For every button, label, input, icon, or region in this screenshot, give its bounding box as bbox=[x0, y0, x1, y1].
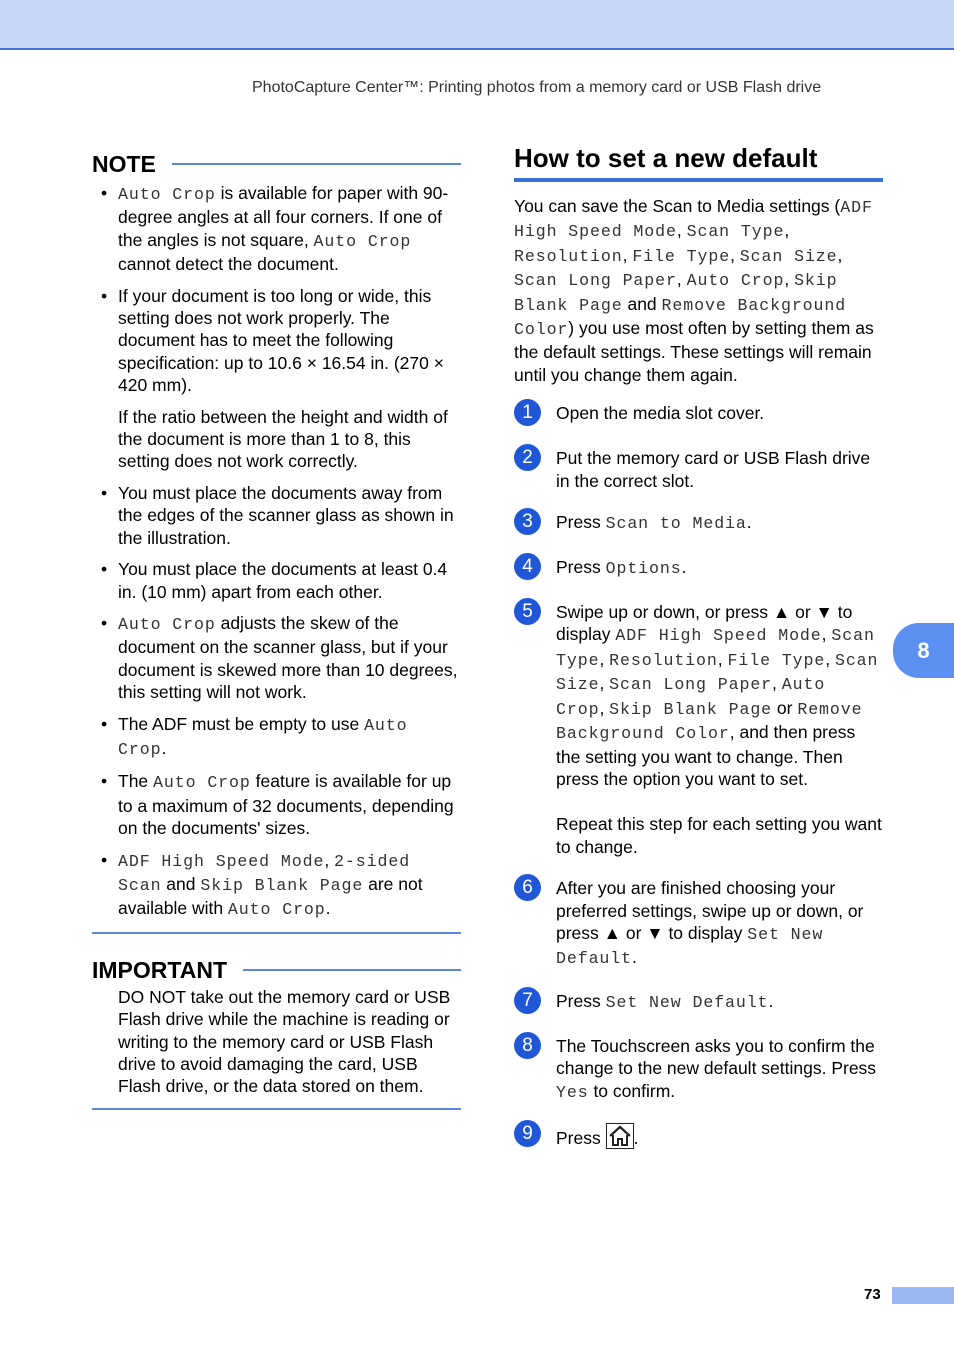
home-icon bbox=[606, 1123, 634, 1149]
step-item: 3 Press Scan to Media. bbox=[514, 511, 883, 537]
step-number: 3 bbox=[514, 508, 541, 535]
right-column bbox=[514, 142, 883, 1168]
note-heading-row bbox=[92, 150, 461, 178]
note-item: • The ADF must be empty to use Auto Crop. bbox=[101, 713, 408, 759]
note-item: • Auto Crop is available for paper with 90-degree angles at all four corners. If one of the angles is not square, Auto Crop cannot detect the document. bbox=[101, 183, 449, 275]
step-item: 8 The Touchscreen asks you to confirm the change to the new default settings. Press Yes to confirm. bbox=[514, 1035, 883, 1104]
step-number: 6 bbox=[514, 874, 541, 901]
bullet: • bbox=[101, 713, 108, 734]
bullet: • bbox=[101, 482, 108, 503]
important-heading: IMPORTANT bbox=[92, 956, 228, 983]
left-column bbox=[92, 150, 461, 1110]
bullet: • bbox=[101, 559, 108, 580]
bullet: • bbox=[101, 612, 108, 633]
section-title: How to set a new default bbox=[514, 142, 883, 182]
intro-paragraph: You can save the Scan to Media settings (ADF High Speed Mode, Scan Type, Resolution, File Type, Scan Size, Scan Long Paper, Auto Crop, Skip Blank Page and Remove Background Color) you use most often by setting them as the default settings. These settings will remain until you change them again. bbox=[514, 196, 874, 385]
step-item: 9 Press . bbox=[514, 1123, 883, 1149]
bullet: • bbox=[101, 183, 108, 203]
step-item: 5 Swipe up or down, or press ▲ or ▼ to display ADF High Speed Mode, Scan Type, Resolution, File Type, Scan Size, Scan Long Paper, Auto Crop, Skip Blank Page or Remove Background Color, and then press the setting you want to change. Then press the option you want to set. Repeat this step for each setting you want to change. bbox=[514, 601, 883, 858]
important-rule bbox=[243, 969, 461, 971]
note-item: • The Auto Crop feature is available for up to a maximum of 32 documents, depending on the documents' sizes. bbox=[101, 771, 454, 839]
step-number: 7 bbox=[514, 987, 541, 1014]
bullet: • bbox=[101, 771, 108, 792]
note-bottom-rule bbox=[92, 932, 461, 934]
step-subparagraph: Repeat this step for each setting you want to change. bbox=[556, 814, 882, 857]
step-item: 6 After you are finished choosing your preferred settings, swipe up or down, or press ▲ or ▼ to display Set New Default. bbox=[514, 877, 883, 971]
step-number: 9 bbox=[514, 1120, 541, 1147]
running-header: PhotoCapture Center™: Printing photos from a memory card or USB Flash drive bbox=[252, 79, 822, 96]
step-item: 1 Open the media slot cover. bbox=[514, 402, 883, 428]
step-number: 4 bbox=[514, 553, 541, 580]
bullet: • bbox=[101, 849, 108, 870]
header-band bbox=[0, 0, 954, 50]
note-item: • If your document is too long or wide, this setting does not work properly. The document has to meet the following specification: up to 10.6 × 16.54 in. (270 × 420 mm). If the ratio between the height and width of the document is more than 1 to 8, this setting does not work correctly. bbox=[92, 285, 461, 473]
note-item: • You must place the documents away from the edges of the scanner glass as shown in the illustration. bbox=[101, 482, 454, 548]
note-item: • You must place the documents at least 0.4 in. (10 mm) apart from each other. bbox=[101, 559, 448, 602]
note-item: • Auto Crop adjusts the skew of the document on the scanner glass, but if your document is skewed more than 10 degrees, this setting will not work. bbox=[101, 612, 458, 703]
note-rule bbox=[172, 163, 461, 165]
important-heading-row bbox=[92, 956, 461, 984]
page-number: 73 bbox=[864, 1286, 881, 1303]
important-box bbox=[92, 956, 461, 1110]
steps-list bbox=[514, 402, 883, 1149]
important-text: DO NOT take out the memory card or USB Flash drive while the machine is reading or writing to the memory card or USB Flash drive to avoid damaging the card, USB Flash drive, or the data stored on them. bbox=[118, 986, 451, 1097]
bullet: • bbox=[101, 285, 108, 306]
note-list bbox=[92, 182, 461, 922]
step-item: 7 Press Set New Default. bbox=[514, 990, 883, 1016]
step-number: 5 bbox=[514, 598, 541, 625]
step-number: 2 bbox=[514, 444, 541, 471]
step-item: 4 Press Options. bbox=[514, 556, 883, 582]
note-subparagraph: If the ratio between the height and width of the document is more than 1 to 8, this setting does not work correctly. bbox=[118, 406, 448, 472]
step-item: 2 Put the memory card or USB Flash drive in the correct slot. bbox=[514, 447, 883, 492]
important-bottom-rule bbox=[92, 1108, 461, 1110]
step-number: 1 bbox=[514, 399, 541, 426]
chapter-tab: 8 bbox=[893, 623, 954, 678]
note-item: • ADF High Speed Mode, 2-sided Scan and Skip Blank Page are not available with Auto Crop. bbox=[101, 849, 423, 920]
note-heading: NOTE bbox=[92, 151, 156, 177]
footer-band bbox=[892, 1287, 954, 1304]
step-number: 8 bbox=[514, 1032, 541, 1059]
